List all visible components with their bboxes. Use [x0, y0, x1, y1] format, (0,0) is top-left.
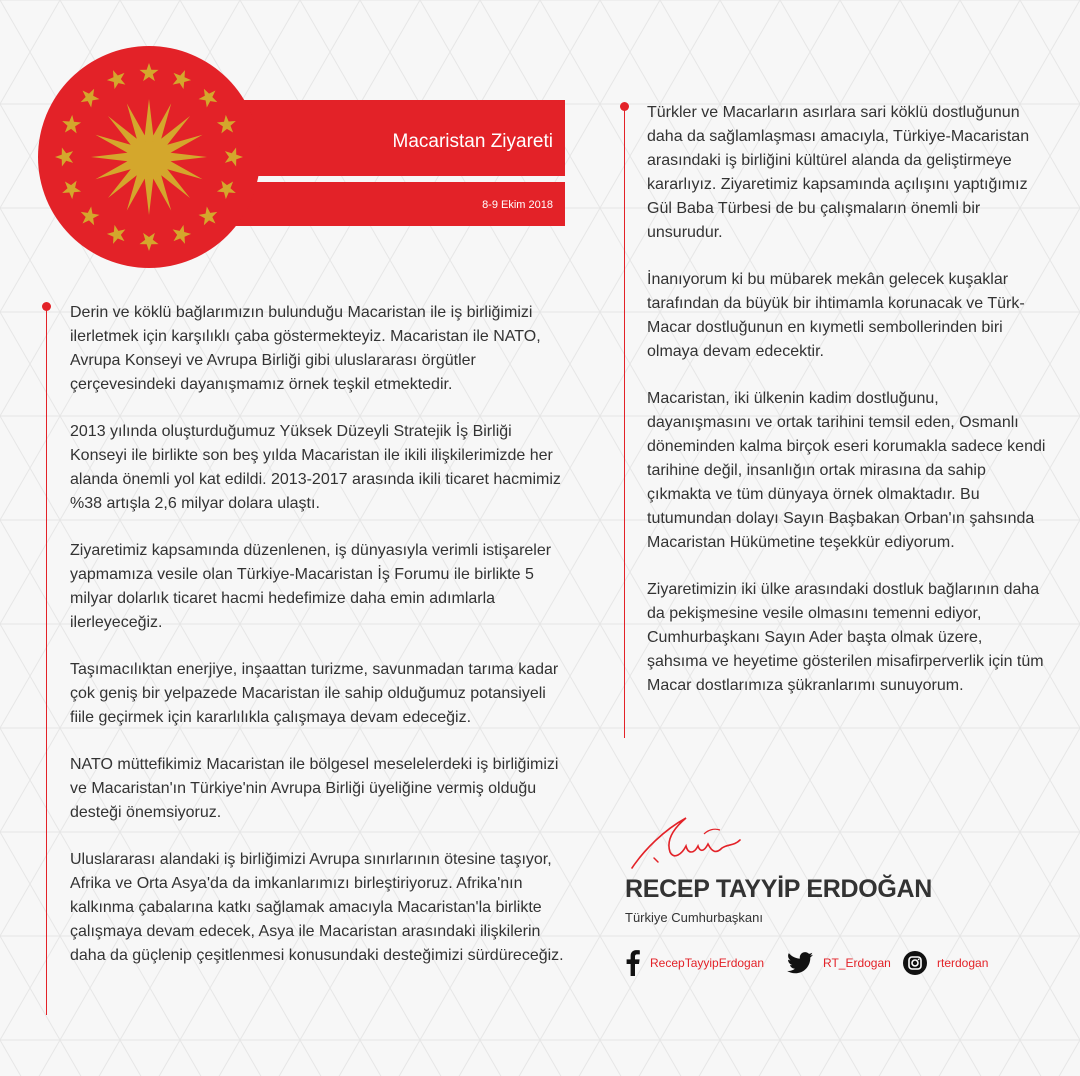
- paragraph: 2013 yılında oluşturduğumuz Yüksek Düzeyli Stratejik İş Birliği Konseyi ile birlikte son beş yılda Macaristan ile ikili ilişkilerimizde her alanda önemli yol kat edildi. 2013-2017 arasında ikili ticaret hacmimiz %38 artışla 2,6 milyar dolara ulaştı.: [70, 423, 561, 512]
- message-column-left: [70, 301, 570, 991]
- facebook-icon: [626, 950, 640, 976]
- timeline-right: [624, 106, 625, 738]
- paragraph: Derin ve köklü bağlarımızın bulunduğu Macaristan ile iş birliğimizi ilerletmek için karşılıklı çaba göstermekteyiz. Macaristan ile NATO, Avrupa Konseyi ve Avrupa Birliği gibi uluslararası örgütler çerçevesindeki dayanışmamız örnek teşkil etmektedir.: [70, 304, 541, 393]
- signatory-title: Türkiye Cumhurbaşkanı: [625, 910, 763, 925]
- timeline-left: [46, 305, 47, 1015]
- social-instagram[interactable]: [903, 950, 988, 976]
- instagram-handle[interactable]: rterdogan: [937, 956, 989, 970]
- social-facebook[interactable]: [626, 950, 764, 976]
- twitter-icon: [787, 952, 813, 974]
- page-title: Macaristan Ziyareti: [392, 131, 553, 152]
- instagram-icon: [903, 951, 927, 975]
- presidential-seal-icon: [38, 46, 260, 268]
- message-column-right: [647, 101, 1047, 721]
- paragraph: Uluslararası alandaki iş birliğimizi Avrupa sınırlarının ötesine taşıyor, Afrika ve Orta Asya'da da imkanlarımızı birleştiriyoruz. Afrika'nın kalkınma çabalarına katkı sağlamak amacıyla Macaristan'la birlikte çalışmaya devam edecek, Asya ile Macaristan arasındaki ilişkilerin daha da güçlenip çeşitlenmesi konusundaki desteğimizi sürdüreceğiz.: [70, 851, 564, 964]
- paragraph: Macaristan, iki ülkenin kadim dostluğunu, dayanışmasını ve ortak tarihini temsil eden, Osmanlı döneminden kalma birçok eseri korumakla sadece kendi tarihine değil, insanlığın ortak mirasına da sahip çıkmakta ve tüm dünyaya örnek olmaktadır. Bu tutumundan dolayı Sayın Başbakan Orban'ın şahsında Macaristan Hükümetine teşekkür ediyorum.: [647, 390, 1046, 551]
- paragraph: Ziyaretimizin iki ülke arasındaki dostluk bağlarının daha da pekişmesine vesile olmasını temenni ediyor, Cumhurbaşkanı Sayın Ader başta olmak üzere, şahsıma ve heyetime gösterilen misafirperverlik için tüm Macar dostlarımıza şükranlarımı sunuyorum.: [647, 581, 1044, 694]
- paragraph: Ziyaretimiz kapsamında düzenlenen, iş dünyasıyla verimli istişareler yapmamıza vesile olan Türkiye-Macaristan İş Forumu ile birlikte 5 milyar dolarlık ticaret hacmi hedefimize daha emin adımlarla ilerleyeceğiz.: [70, 542, 552, 631]
- paragraph: Taşımacılıktan enerjiye, inşaattan turizme, savunmadan tarıma kadar çok geniş bir yelpazede Macaristan ile sahip olduğumuz potansiyeli fiile geçirmek için kararlılıkla çalışmaya devam edeceğiz.: [70, 661, 559, 726]
- paragraph: Türkler ve Macarların asırlara sari köklü dostluğunun daha da sağlamlaşması amacıyla, Türkiye-Macaristan arasındaki iş birliğini kültürel alanda da geliştirmeye kararlıyız. Ziyaretimiz kapsamında açılışını yaptığımız Gül Baba Türbesi de bu çalışmaların önemli bir unsurudur.: [647, 104, 1030, 241]
- timeline-right-dot: [620, 102, 629, 111]
- social-twitter[interactable]: [787, 950, 891, 976]
- paragraph: NATO müttefikimiz Macaristan ile bölgesel meselelerdeki iş birliğimizi ve Macaristan'ın Türkiye'nin Avrupa Birliği üyeliğine vermiş olduğu desteği önemsiyoruz.: [70, 756, 559, 821]
- twitter-handle[interactable]: RT_Erdogan: [823, 956, 891, 970]
- signatory-name: RECEP TAYYİP ERDOĞAN: [625, 875, 933, 903]
- seal-center-icon: [133, 141, 165, 173]
- timeline-left-dot: [42, 302, 51, 311]
- visit-date: 8-9 Ekim 2018: [482, 199, 553, 211]
- handwritten-signature: [624, 810, 744, 875]
- facebook-handle[interactable]: RecepTayyipErdogan: [650, 956, 765, 970]
- paragraph: İnanıyorum ki bu mübarek mekân gelecek kuşaklar tarafından da büyük bir ihtimamla korunacak ve Türk-Macar dostluğunun en kıymetli sembollerinden biri olmaya devam edecektir.: [647, 271, 1025, 360]
